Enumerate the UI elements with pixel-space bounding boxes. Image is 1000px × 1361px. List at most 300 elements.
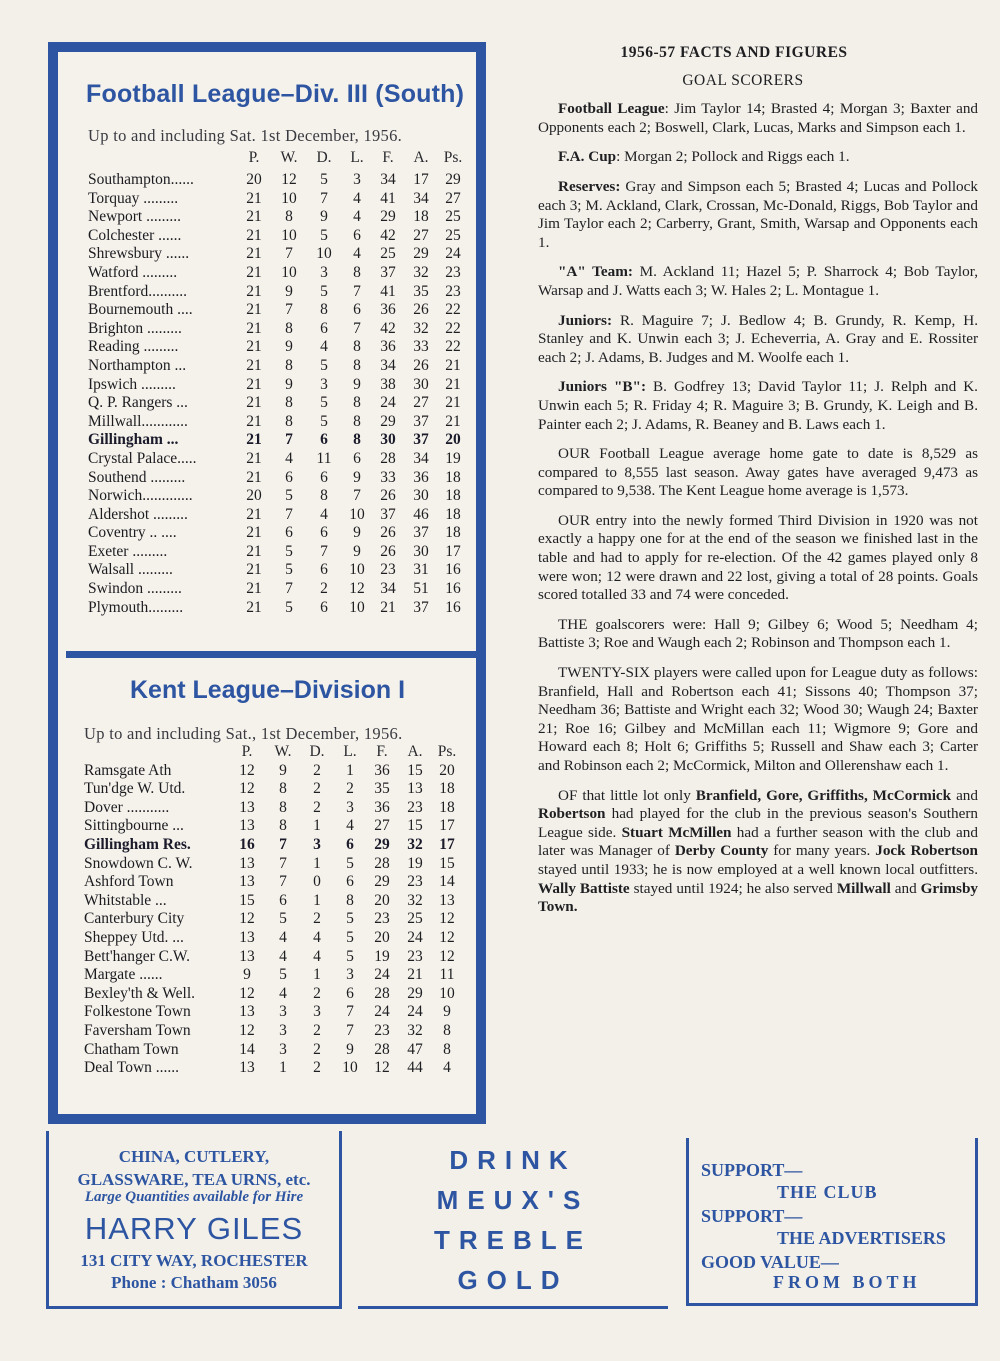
table-row — [84, 799, 462, 818]
advertiser-name: HARRY GILES — [84, 1211, 304, 1246]
stat-l: 7 — [353, 319, 361, 337]
table-row — [88, 561, 468, 580]
stat-f: 38 — [380, 375, 396, 393]
stat-p: 21 — [246, 338, 262, 356]
stat-w: 3 — [279, 1003, 287, 1021]
stat-w: 7 — [279, 854, 287, 872]
stat-l: 4 — [353, 189, 361, 207]
team-name: Brighton ......... — [88, 319, 182, 337]
stat-d: 2 — [313, 798, 321, 816]
team-name: Aldershot ......... — [88, 505, 188, 523]
stat-ps: 16 — [445, 580, 461, 598]
stat-l: 8 — [353, 431, 361, 449]
stat-p: 21 — [246, 505, 262, 523]
table-row — [88, 580, 468, 599]
stat-w: 4 — [279, 928, 287, 946]
para-text: had a further season with the club and later was Manager of — [538, 823, 978, 860]
stat-ps: 4 — [443, 1059, 451, 1077]
stat-p: 13 — [239, 1003, 255, 1021]
team-name: Ramsgate Ath — [84, 761, 172, 779]
stat-l: 7 — [346, 1003, 354, 1021]
table-row — [88, 283, 468, 302]
table-row — [84, 985, 462, 1004]
table-row — [84, 1059, 462, 1078]
stat-w: 10 — [281, 189, 297, 207]
stat-p: 21 — [246, 431, 262, 449]
stat-l: 5 — [346, 928, 354, 946]
stat-d: 4 — [320, 505, 328, 523]
advert-line: MEUX'S — [436, 1185, 590, 1215]
team-name: Southampton...... — [88, 171, 194, 188]
table-row — [88, 413, 468, 432]
reserves-scorers-paragraph — [538, 178, 978, 252]
stat-d: 2 — [313, 761, 321, 779]
stat-l: 9 — [353, 542, 361, 560]
stat-l: 5 — [346, 910, 354, 928]
col-header: P. — [241, 743, 253, 760]
stat-f: 42 — [380, 226, 396, 244]
stat-w: 5 — [285, 598, 293, 616]
stat-f: 20 — [374, 891, 390, 909]
stat-d: 3 — [313, 835, 321, 853]
para-text: M. Ackland 11; Hazel 5; P. Sharrock 4; Bob Taylor, Warsap and J. Watts each 3; W. Hales 2; L. Montague 1. — [538, 263, 978, 299]
league-scorers-paragraph — [538, 100, 978, 137]
stat-l: 9 — [353, 524, 361, 542]
stat-w: 8 — [285, 356, 293, 374]
col-header: W. — [280, 149, 298, 166]
stat-ps: 18 — [445, 487, 461, 505]
stat-w: 9 — [285, 375, 293, 393]
stat-ps: 21 — [445, 356, 461, 374]
stat-f: 41 — [380, 282, 396, 300]
stat-p: 20 — [246, 171, 262, 188]
stat-a: 19 — [407, 854, 423, 872]
stat-l: 9 — [353, 375, 361, 393]
stat-f: 29 — [380, 412, 396, 430]
table-row — [88, 171, 468, 190]
stat-w: 8 — [279, 817, 287, 835]
stat-ps: 25 — [445, 208, 461, 226]
team-name: Swindon ......... — [88, 580, 182, 598]
table-row — [88, 301, 468, 320]
stat-a: 25 — [407, 910, 423, 928]
team-name: Bexley'th & Well. — [84, 984, 196, 1002]
stat-ps: 22 — [445, 319, 461, 337]
stat-a: 32 — [407, 835, 423, 853]
stat-p: 21 — [246, 301, 262, 319]
stat-a: 15 — [407, 761, 423, 779]
stat-p: 21 — [246, 282, 262, 300]
team-name: Newport ......... — [88, 208, 181, 226]
stat-f: 28 — [380, 449, 396, 467]
stat-a: 51 — [413, 580, 429, 598]
stat-w: 8 — [285, 412, 293, 430]
team-name: Brentford.......... — [88, 282, 188, 300]
stat-ps: 13 — [439, 891, 455, 909]
stat-a: 37 — [413, 431, 429, 449]
player-name: Jock Robertson — [875, 842, 978, 860]
stat-ps: 12 — [439, 947, 455, 965]
stat-p: 12 — [239, 761, 255, 779]
stat-p: 14 — [239, 1040, 255, 1058]
stat-w: 8 — [285, 208, 293, 226]
para-lead: Juniors "B": — [558, 378, 647, 396]
para-lead: F.A. Cup — [558, 148, 617, 166]
stat-f: 24 — [380, 394, 396, 412]
table-row — [88, 245, 468, 264]
league-tables-box — [48, 42, 486, 1124]
stat-ps: 27 — [445, 189, 461, 207]
div3-header-row — [88, 145, 468, 171]
team-name: Dover ........... — [84, 798, 170, 816]
stat-f: 26 — [380, 524, 396, 542]
stat-w: 6 — [285, 468, 293, 486]
stat-d: 1 — [313, 966, 321, 984]
stat-p: 13 — [239, 798, 255, 816]
stat-w: 7 — [285, 245, 293, 263]
stat-a: 13 — [407, 780, 423, 798]
stat-p: 21 — [246, 412, 262, 430]
stat-a: 29 — [413, 245, 429, 263]
col-header: F. — [376, 743, 388, 760]
advert-line: CHINA, CUTLERY, — [118, 1147, 270, 1166]
stat-f: 23 — [380, 561, 396, 579]
para-text: for many years. — [768, 842, 876, 860]
facts-heading: 1956-57 FACTS AND FIGURES — [620, 44, 848, 61]
team-name: Whitstable ... — [84, 891, 167, 909]
stat-ps: 21 — [445, 375, 461, 393]
stat-ps: 23 — [445, 263, 461, 281]
stat-l: 12 — [349, 580, 365, 598]
stat-ps: 18 — [439, 780, 455, 798]
stat-d: 2 — [320, 580, 328, 598]
col-header: D. — [309, 743, 325, 760]
para-lead: Football League — [558, 100, 665, 118]
team-name: Ipswich ......... — [88, 375, 176, 393]
para-text: OF that little lot only — [558, 786, 696, 804]
stat-a: 30 — [413, 375, 429, 393]
stat-ps: 19 — [445, 449, 461, 467]
stat-l: 6 — [346, 835, 354, 853]
stat-a: 34 — [413, 449, 429, 467]
stat-f: 37 — [380, 263, 396, 281]
stat-d: 5 — [320, 412, 328, 430]
team-name: Gillingham Res. — [84, 835, 191, 853]
advert-line: GOLD — [457, 1265, 569, 1295]
div3-table — [88, 145, 468, 617]
stat-ps: 22 — [445, 338, 461, 356]
stat-l: 10 — [349, 598, 365, 616]
stat-f: 24 — [374, 1003, 390, 1021]
stat-f: 29 — [374, 873, 390, 891]
team-name: Deal Town ...... — [84, 1059, 180, 1077]
team-name: Plymouth......... — [88, 598, 184, 616]
stat-w: 1 — [279, 1059, 287, 1077]
para-text: and — [890, 879, 921, 897]
stat-d: 8 — [320, 301, 328, 319]
table-row — [88, 264, 468, 283]
stat-a: 37 — [413, 412, 429, 430]
advert-line: DRINK — [449, 1145, 577, 1175]
stat-l: 1 — [346, 761, 354, 779]
stat-l: 8 — [353, 263, 361, 281]
stat-ps: 20 — [445, 431, 461, 449]
kent-table — [84, 743, 462, 1078]
stat-w: 3 — [279, 1021, 287, 1039]
stat-d: 2 — [313, 1040, 321, 1058]
stat-ps: 18 — [445, 505, 461, 523]
facts-column — [538, 44, 978, 928]
stat-a: 32 — [407, 891, 423, 909]
little-lot-paragraph — [538, 787, 978, 917]
stat-p: 21 — [246, 580, 262, 598]
stat-l: 6 — [353, 449, 361, 467]
stat-a: 32 — [407, 1021, 423, 1039]
stat-f: 19 — [374, 947, 390, 965]
stat-w: 9 — [285, 282, 293, 300]
stat-d: 5 — [320, 171, 328, 188]
para-text: R. Maguire 7; J. Bedlow 4; B. Grundy, R. Kemp, H. Stanley and K. Unwin each 3; J. Echeverria, A. Gray and E. Rossiter each 2; J. Adams, B. Judges and M. Woolfe each 1. — [538, 311, 978, 366]
team-name: Chatham Town — [84, 1040, 179, 1058]
stat-w: 7 — [285, 431, 293, 449]
stat-a: 33 — [413, 338, 429, 356]
stat-ps: 18 — [439, 798, 455, 816]
div3-title: Football League–Div. III (South) — [86, 80, 465, 108]
team-name: Torquay ......... — [88, 189, 179, 207]
stat-f: 26 — [380, 542, 396, 560]
stat-f: 25 — [380, 245, 396, 263]
stat-p: 21 — [246, 375, 262, 393]
stat-a: 47 — [407, 1040, 423, 1058]
table-row — [88, 190, 468, 209]
stat-l: 5 — [346, 854, 354, 872]
stat-d: 6 — [320, 598, 328, 616]
team-name: Ashford Town — [84, 873, 174, 891]
stat-l: 6 — [346, 873, 354, 891]
stat-ps: 21 — [445, 394, 461, 412]
table-row — [84, 873, 462, 892]
stat-d: 7 — [320, 542, 328, 560]
harry-giles-advert — [46, 1131, 342, 1309]
advert-tagline: Large Quantities available for Hire — [84, 1189, 304, 1205]
table-row — [84, 817, 462, 836]
stat-d: 2 — [313, 780, 321, 798]
stat-f: 42 — [380, 319, 396, 337]
stat-p: 16 — [239, 835, 255, 853]
stat-l: 5 — [346, 947, 354, 965]
stat-ps: 8 — [443, 1021, 451, 1039]
para-lead: Juniors: — [558, 311, 613, 329]
stat-a: 34 — [413, 189, 429, 207]
table-row — [88, 543, 468, 562]
para-text: stayed until 1924; he also served — [629, 879, 837, 897]
team-name: Sheppey Utd. ... — [84, 928, 184, 946]
team-name: Snowdown C. W. — [84, 854, 193, 872]
stat-a: 18 — [413, 208, 429, 226]
table-row — [88, 338, 468, 357]
stat-p: 15 — [239, 891, 255, 909]
stat-a: 37 — [413, 598, 429, 616]
stat-ps: 22 — [445, 301, 461, 319]
stat-w: 7 — [285, 580, 293, 598]
advert-line: THE CLUB — [777, 1182, 878, 1202]
para-lead: "A" Team: — [558, 263, 633, 281]
table-row — [84, 929, 462, 948]
table-row — [88, 394, 468, 413]
team-name: Walsall ......... — [88, 561, 173, 579]
advert-line: GOOD VALUE— — [701, 1252, 839, 1272]
stat-ps: 16 — [445, 598, 461, 616]
advert-line: TREBLE — [434, 1225, 592, 1255]
stat-w: 7 — [285, 505, 293, 523]
stat-w: 7 — [279, 835, 287, 853]
stat-w: 10 — [281, 263, 297, 281]
stat-a: 26 — [413, 301, 429, 319]
table-row — [84, 1041, 462, 1060]
table-row — [88, 469, 468, 488]
stat-ps: 12 — [439, 910, 455, 928]
club-name: Derby County — [674, 842, 769, 860]
stat-d: 6 — [320, 431, 328, 449]
stat-l: 10 — [349, 505, 365, 523]
stat-w: 8 — [279, 798, 287, 816]
stat-w: 5 — [279, 910, 287, 928]
stat-l: 9 — [346, 1040, 354, 1058]
stat-l: 6 — [353, 301, 361, 319]
stat-w: 5 — [279, 966, 287, 984]
team-name: Bett'hanger C.W. — [84, 947, 190, 965]
para-text: Gray and Simpson each 5; Brasted 4; Lucas and Pollock each 3; M. Ackland, Clark, Crossan, Mc-Donald, Riggs, Bob Taylor and Jim Taylor each 2; Carberry, Grant, Smith, Warsap and Opponents each 1. — [538, 177, 978, 251]
stat-p: 21 — [246, 542, 262, 560]
stat-f: 12 — [374, 1059, 390, 1077]
stat-d: 3 — [320, 263, 328, 281]
stat-p: 21 — [246, 394, 262, 412]
table-row — [84, 762, 462, 781]
team-name: Folkestone Town — [84, 1003, 191, 1021]
stat-p: 21 — [246, 524, 262, 542]
advertiser-phone: Phone : Chatham 3056 — [111, 1273, 277, 1292]
stat-a: 24 — [407, 928, 423, 946]
stat-f: 28 — [374, 1040, 390, 1058]
col-header: D. — [316, 149, 332, 166]
stat-l: 10 — [342, 1059, 358, 1077]
advertiser-address: 131 CITY WAY, ROCHESTER — [80, 1251, 308, 1270]
stat-f: 28 — [374, 984, 390, 1002]
stat-d: 5 — [320, 394, 328, 412]
a-team-scorers-paragraph — [538, 263, 978, 300]
stat-d: 8 — [320, 487, 328, 505]
table-row — [84, 855, 462, 874]
stat-d: 0 — [313, 873, 321, 891]
stat-w: 7 — [285, 301, 293, 319]
stat-p: 13 — [239, 854, 255, 872]
stat-p: 13 — [239, 947, 255, 965]
stat-a: 17 — [413, 171, 429, 188]
advert-line: SUPPORT— — [701, 1206, 803, 1226]
team-name: Norwich............. — [88, 487, 193, 505]
team-name: Exeter ......... — [88, 542, 168, 560]
stat-ps: 8 — [443, 1040, 451, 1058]
stat-ps: 9 — [443, 1003, 451, 1021]
stat-ps: 17 — [439, 835, 455, 853]
stat-f: 36 — [380, 301, 396, 319]
stat-a: 23 — [407, 873, 423, 891]
support-advert — [686, 1138, 978, 1306]
stat-d: 2 — [313, 1059, 321, 1077]
kent-title: Kent League–Division I — [130, 676, 406, 704]
stat-p: 13 — [239, 1059, 255, 1077]
stat-p: 21 — [246, 449, 262, 467]
stat-p: 13 — [239, 873, 255, 891]
stat-p: 12 — [239, 780, 255, 798]
stat-a: 32 — [413, 319, 429, 337]
kent-subtitle: Up to and including Sat., 1st December, 1956. — [84, 724, 403, 743]
stat-a: 29 — [407, 984, 423, 1002]
stat-l: 8 — [353, 394, 361, 412]
stat-w: 4 — [285, 449, 293, 467]
kent-header-row — [84, 743, 462, 762]
stat-a: 35 — [413, 282, 429, 300]
stat-ps: 10 — [439, 984, 455, 1002]
stat-a: 31 — [413, 561, 429, 579]
stat-d: 1 — [313, 854, 321, 872]
stat-a: 32 — [413, 263, 429, 281]
club-name: Grimsby Town. — [538, 879, 978, 916]
team-name: Sittingbourne ... — [84, 817, 184, 835]
stat-l: 4 — [346, 817, 354, 835]
stat-p: 21 — [246, 245, 262, 263]
stat-a: 23 — [407, 947, 423, 965]
table-row — [84, 780, 462, 799]
team-name: Faversham Town — [84, 1021, 191, 1039]
team-name: Q. P. Rangers ... — [88, 394, 188, 412]
stat-a: 24 — [407, 1003, 423, 1021]
player-name: Stuart McMillen — [621, 823, 732, 841]
stat-w: 4 — [279, 947, 287, 965]
col-header: Ps. — [437, 743, 457, 760]
stat-p: 12 — [239, 1021, 255, 1039]
team-name: Northampton ... — [88, 356, 187, 374]
stat-d: 1 — [313, 817, 321, 835]
stat-l: 7 — [346, 1021, 354, 1039]
stat-l: 7 — [353, 282, 361, 300]
stat-l: 3 — [353, 171, 361, 188]
para-lead: Reserves: — [558, 177, 621, 195]
table-row — [88, 320, 468, 339]
stat-f: 34 — [380, 171, 396, 188]
stat-a: 27 — [413, 394, 429, 412]
stat-d: 3 — [313, 1003, 321, 1021]
stat-f: 33 — [380, 468, 396, 486]
stat-w: 5 — [285, 487, 293, 505]
col-header: P. — [248, 149, 260, 166]
stat-l: 10 — [349, 561, 365, 579]
stat-w: 6 — [279, 891, 287, 909]
stat-f: 36 — [374, 798, 390, 816]
stat-p: 21 — [246, 356, 262, 374]
stat-f: 24 — [374, 966, 390, 984]
stat-f: 37 — [380, 505, 396, 523]
stat-a: 36 — [413, 468, 429, 486]
stat-f: 28 — [374, 854, 390, 872]
stat-l: 3 — [346, 966, 354, 984]
para-text: stayed until 1933; he is now employed at a well known local outfitters. — [538, 860, 978, 878]
stat-w: 3 — [279, 1040, 287, 1058]
table-row — [88, 506, 468, 525]
stat-w: 8 — [285, 394, 293, 412]
stat-l: 6 — [353, 226, 361, 244]
advert-line: SUPPORT— — [701, 1160, 803, 1180]
